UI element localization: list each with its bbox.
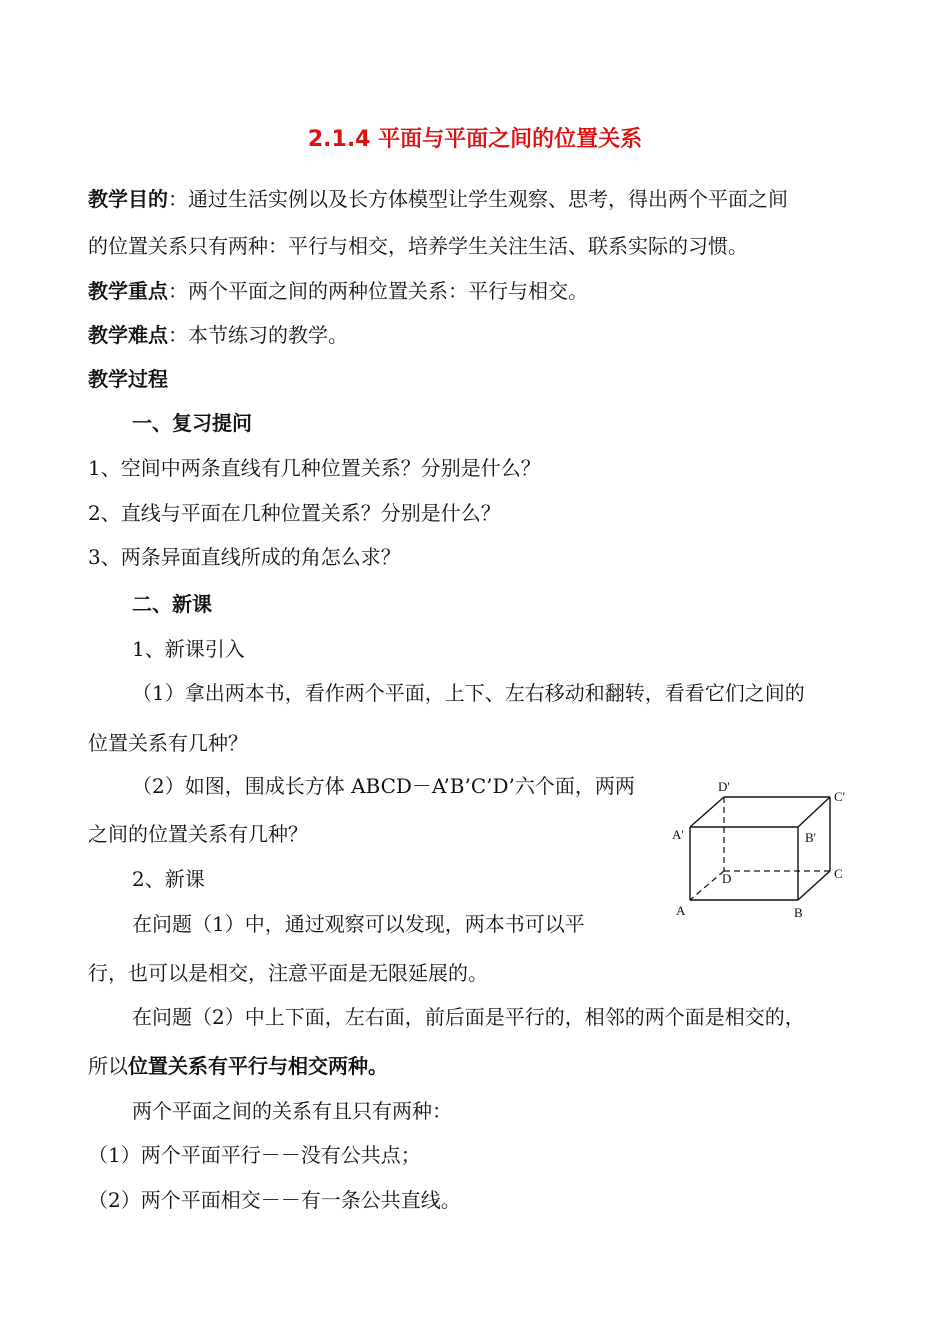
page-title: 2.1.4 平面与平面之间的位置关系	[307, 127, 643, 152]
edge-c1b1	[798, 797, 830, 827]
review-heading: 一、复习提问	[132, 411, 252, 435]
summary-line: 两个平面之间的关系有且只有两种：	[132, 1099, 452, 1123]
lesson-heading: 2、新课	[132, 867, 205, 891]
label-a: A	[676, 903, 686, 918]
case-parallel: （1）两个平面平行－－没有公共点；	[88, 1143, 421, 1167]
diff-label: 教学难点	[88, 323, 168, 347]
answer-2-line-2	[88, 1053, 388, 1079]
review-question-3: 3、两条异面直线所成的角怎么求？	[88, 545, 401, 569]
question-2-line-1: （2）如图，围成长方体 ABCD－A’B’C’D’六个面，两两	[132, 774, 635, 798]
label-c1: C'	[834, 789, 846, 804]
label-a1: A'	[672, 827, 684, 842]
difficulty-line	[88, 322, 348, 348]
new-lesson-heading: 二、新课	[132, 592, 212, 616]
question-1-line-1: （1）拿出两本书，看作两个平面，上下、左右移动和翻转，看看它们之间的	[132, 681, 805, 705]
goal-line-2: 的位置关系只有两种：平行与相交，培养学生关注生活、联系实际的习惯。	[88, 234, 748, 258]
answer-2-prefix: 所以	[88, 1054, 128, 1078]
answer-2-conclusion: 位置关系有平行与相交两种。	[128, 1054, 388, 1078]
goal-line-1	[88, 186, 788, 212]
label-c: C	[834, 866, 843, 881]
goal-text-1: 通过生活实例以及长方体模型让学生观察、思考，得出两个平面之间	[188, 187, 788, 211]
label-b1: B'	[805, 830, 817, 845]
label-b: B	[794, 905, 803, 920]
review-question-2: 2、直线与平面在几种位置关系？分别是什么？	[88, 501, 501, 525]
label-d: D	[722, 871, 732, 886]
answer-1-line-2: 行，也可以是相交，注意平面是无限延展的。	[88, 961, 488, 985]
goal-colon: ：	[168, 187, 188, 211]
key-text: ：两个平面之间的两种位置关系：平行与相交。	[168, 279, 588, 303]
cuboid-diagram	[668, 775, 858, 925]
edge-a1d1	[690, 797, 724, 827]
edge-cb	[798, 871, 830, 900]
question-1-line-2: 位置关系有几种？	[88, 731, 248, 755]
case-intersect: （2）两个平面相交－－有一条公共直线。	[88, 1188, 461, 1212]
question-2-line-2: 之间的位置关系有几种？	[88, 822, 308, 846]
intro-heading: 1、新课引入	[132, 637, 245, 661]
answer-1-line-1: 在问题（1）中，通过观察可以发现，两本书可以平	[132, 912, 585, 936]
key-label: 教学重点	[88, 279, 168, 303]
process-heading: 教学过程	[88, 367, 168, 391]
key-point-line	[88, 278, 588, 304]
cuboid-figure	[668, 775, 858, 925]
hidden-edge-da	[690, 871, 724, 900]
label-d1: D'	[718, 779, 730, 794]
goal-label: 教学目的	[88, 187, 168, 211]
answer-2-line-1: 在问题（2）中上下面，左右面，前后面是平行的，相邻的两个面是相交的，	[132, 1005, 805, 1029]
review-question-1: 1、空间中两条直线有几种位置关系？分别是什么？	[88, 456, 541, 480]
diff-text: ：本节练习的教学。	[168, 323, 348, 347]
